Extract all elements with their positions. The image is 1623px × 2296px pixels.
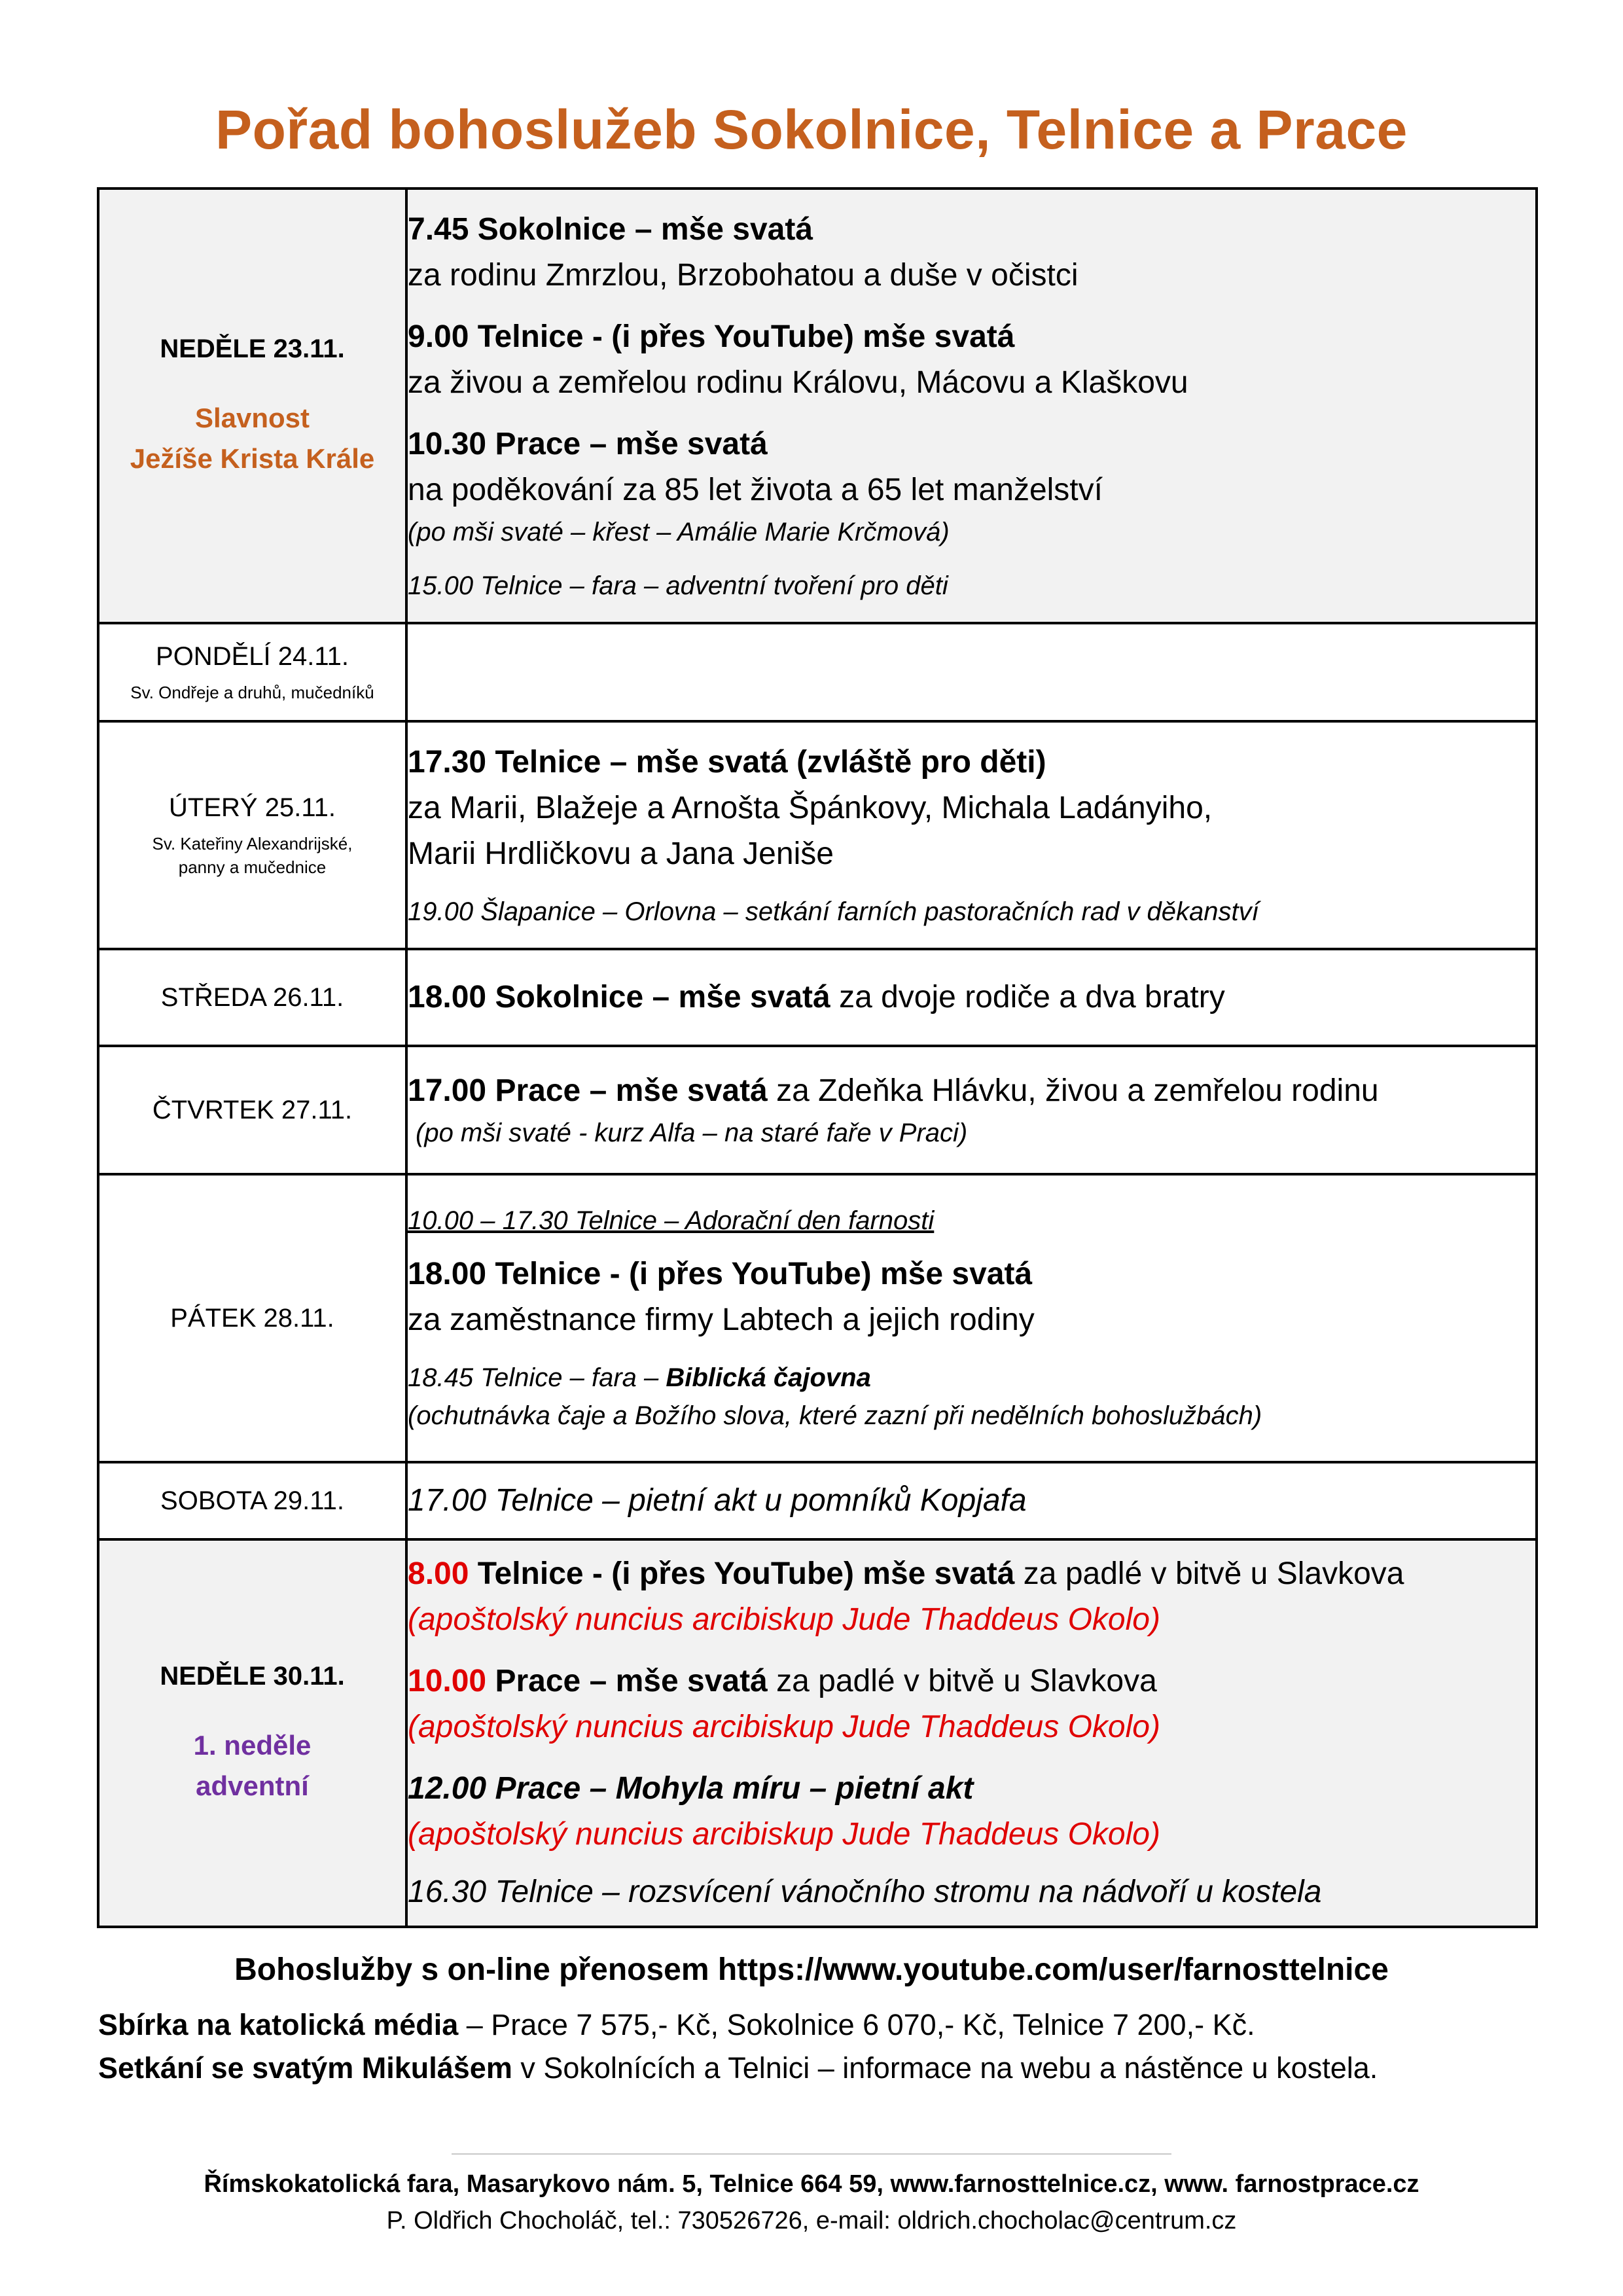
event-title: 10.30 Prace – mše svatá: [408, 427, 768, 461]
feast-line: Ježíše Krista Krále: [130, 443, 375, 474]
day-label: STŘEDA 26.11.: [160, 983, 344, 1012]
collection-text: – Prace 7 575,- Kč, Sokolnice 6 070,- Kč, Telnice 7 200,- Kč.: [458, 2008, 1255, 2041]
online-broadcast-note: Bohoslužby s on-line přenosem https://www.youtube.com/user/farnosttelnice: [234, 1952, 1389, 1987]
saint-label: Sv. Ondřeje a druhů, mučedníků: [130, 683, 374, 702]
event-intention: za Marii, Blažeje a Arnošta Špánkovy, Michala Ladányiho,: [408, 791, 1213, 825]
day-label: PONDĚLÍ 24.11.: [156, 642, 349, 671]
event-title: 18.00 Telnice - (i přes YouTube) mše svatá: [408, 1257, 1033, 1291]
day-label: NEDĚLE 30.11.: [160, 1662, 345, 1691]
event-intention: za zaměstnance firmy Labtech a jejich rodiny: [408, 1302, 1035, 1337]
table-row: [98, 949, 1537, 1046]
table-row: [98, 1174, 1537, 1462]
day-label: SOBOTA 29.11.: [160, 1486, 344, 1515]
event-note: (apoštolský nuncius arcibiskup Jude Thaddeus Okolo): [408, 1710, 1160, 1744]
day-cell: [98, 721, 406, 949]
day-cell: [98, 1046, 406, 1174]
event-intention: na poděkování za 85 let života a 65 let manželství: [408, 473, 1103, 507]
table-row: [98, 188, 1537, 623]
collection-note: [98, 2008, 1551, 2042]
event-item: 19.00 Šlapanice – Orlovna – setkání farních pastoračních rad v děkanství: [408, 897, 1259, 926]
feast-label: [99, 1725, 405, 1806]
table-row: [98, 721, 1537, 949]
event-intention: za padlé v bitvě u Slavkova: [1014, 1556, 1404, 1591]
event-intention: za Zdeňka Hlávku, živou a zemřelou rodinu: [767, 1073, 1379, 1108]
feast-label: [99, 398, 405, 479]
table-row: [98, 1539, 1537, 1927]
event-prefix: 18.45 Telnice – fara –: [408, 1363, 666, 1392]
event-time: 8.00: [408, 1556, 469, 1591]
event-intention: Marii Hrdličkovu a Jana Jeniše: [408, 836, 834, 871]
event-title: 7.45 Sokolnice – mše svatá: [408, 212, 813, 247]
event-title: 9.00 Telnice - (i přes YouTube) mše svatá: [408, 319, 1015, 354]
event-intention: za živou a zemřelou rodinu Královu, Mácovu a Klaškovu: [408, 365, 1188, 400]
saint-label: [99, 832, 405, 879]
schedule-table: [97, 187, 1538, 1928]
collection-label: Sbírka na katolická média: [98, 2008, 459, 2041]
saint-line: panny a mučednice: [178, 857, 327, 877]
event-title: 18.00 Sokolnice – mše svatá: [408, 980, 830, 1014]
event-intention: za padlé v bitvě u Slavkova: [767, 1664, 1157, 1698]
event-highlight: Biblická čajovna: [666, 1363, 871, 1392]
event-note: (apoštolský nuncius arcibiskup Jude Thaddeus Okolo): [408, 1817, 1160, 1852]
events-cell: [406, 721, 1537, 949]
mikulas-text: v Sokolnících a Telnici – informace na webu a nástěnce u kostela.: [512, 2051, 1378, 2085]
event-line: [408, 1068, 1535, 1114]
feast-line: Slavnost: [194, 403, 310, 433]
event-item: 15.00 Telnice – fara – adventní tvoření pro děti: [408, 571, 948, 600]
event-title: 12.00 Prace – Mohyla míru – pietní akt: [408, 1771, 974, 1806]
event-note: (po mši svaté – křest – Amálie Marie Krčmová): [408, 518, 950, 547]
table-row: [98, 1046, 1537, 1174]
footer-address: Římskokatolická fara, Masarykovo nám. 5, Telnice 664 59, www.farnosttelnice.cz, www. farnostprace.cz: [204, 2170, 1419, 2198]
day-label: ÚTERÝ 25.11.: [169, 793, 336, 822]
footer-contact: P. Oldřich Chocholáč, tel.: 730526726, e-mail: oldrich.chocholac@centrum.cz: [386, 2207, 1237, 2234]
event-title: 17.30 Telnice – mše svatá (zvláště pro děti): [408, 745, 1046, 780]
event-item: 16.30 Telnice – rozsvícení vánočního stromu na nádvoří u kostela: [408, 1874, 1322, 1909]
event-intention: za dvoje rodiče a dva bratry: [830, 980, 1225, 1014]
day-cell: [98, 1539, 406, 1927]
events-cell: [406, 188, 1537, 623]
event-note: (po mši svaté - kurz Alfa – na staré faře v Praci): [416, 1119, 968, 1147]
events-cell: [406, 1174, 1537, 1462]
day-label: ČTVRTEK 27.11.: [152, 1096, 353, 1124]
footer-divider: [452, 2153, 1171, 2155]
event-item: 10.00 – 17.30 Telnice – Adorační den farnosti: [408, 1206, 935, 1235]
event-note: (apoštolský nuncius arcibiskup Jude Thaddeus Okolo): [408, 1602, 1160, 1637]
event-title: 17.00 Prace – mše svatá: [408, 1073, 768, 1108]
mikulas-note: [98, 2051, 1551, 2085]
events-cell: [406, 1046, 1537, 1174]
event-title: Telnice - (i přes YouTube) mše svatá: [469, 1556, 1015, 1591]
day-cell: [98, 623, 406, 721]
day-cell: [98, 949, 406, 1046]
events-cell: [406, 1462, 1537, 1539]
day-cell: [98, 1174, 406, 1462]
page-title: Pořad bohoslužeb Sokolnice, Telnice a Prace: [215, 99, 1408, 160]
saint-line: Sv. Kateřiny Alexandrijské,: [152, 834, 353, 853]
day-cell: [98, 1462, 406, 1539]
table-row: [98, 623, 1537, 721]
event-line: [408, 1659, 1535, 1704]
mikulas-label: Setkání se svatým Mikulášem: [98, 2051, 512, 2085]
events-cell: [406, 1539, 1537, 1927]
feast-line: adventní: [196, 1770, 309, 1801]
events-cell: [406, 949, 1537, 1046]
event-line: [408, 1551, 1535, 1597]
day-label: NEDĚLE 23.11.: [160, 334, 345, 363]
event-title: Prace – mše svatá: [486, 1664, 768, 1698]
event-note: (ochutnávka čaje a Božího slova, které zazní při nedělních bohoslužbách): [408, 1401, 1262, 1430]
table-row: [98, 1462, 1537, 1539]
event-intention: za rodinu Zmrzlou, Brzobohatou a duše v očistci: [408, 258, 1079, 293]
day-label: PÁTEK 28.11.: [170, 1304, 334, 1333]
feast-line: 1. neděle: [193, 1730, 312, 1761]
event-time: 10.00: [408, 1664, 487, 1698]
event-item: 17.00 Telnice – pietní akt u pomníků Kopjafa: [408, 1483, 1027, 1518]
event-line: [408, 975, 1535, 1020]
event-item: [408, 1359, 1535, 1397]
day-cell: [98, 188, 406, 623]
events-cell: [406, 623, 1537, 721]
